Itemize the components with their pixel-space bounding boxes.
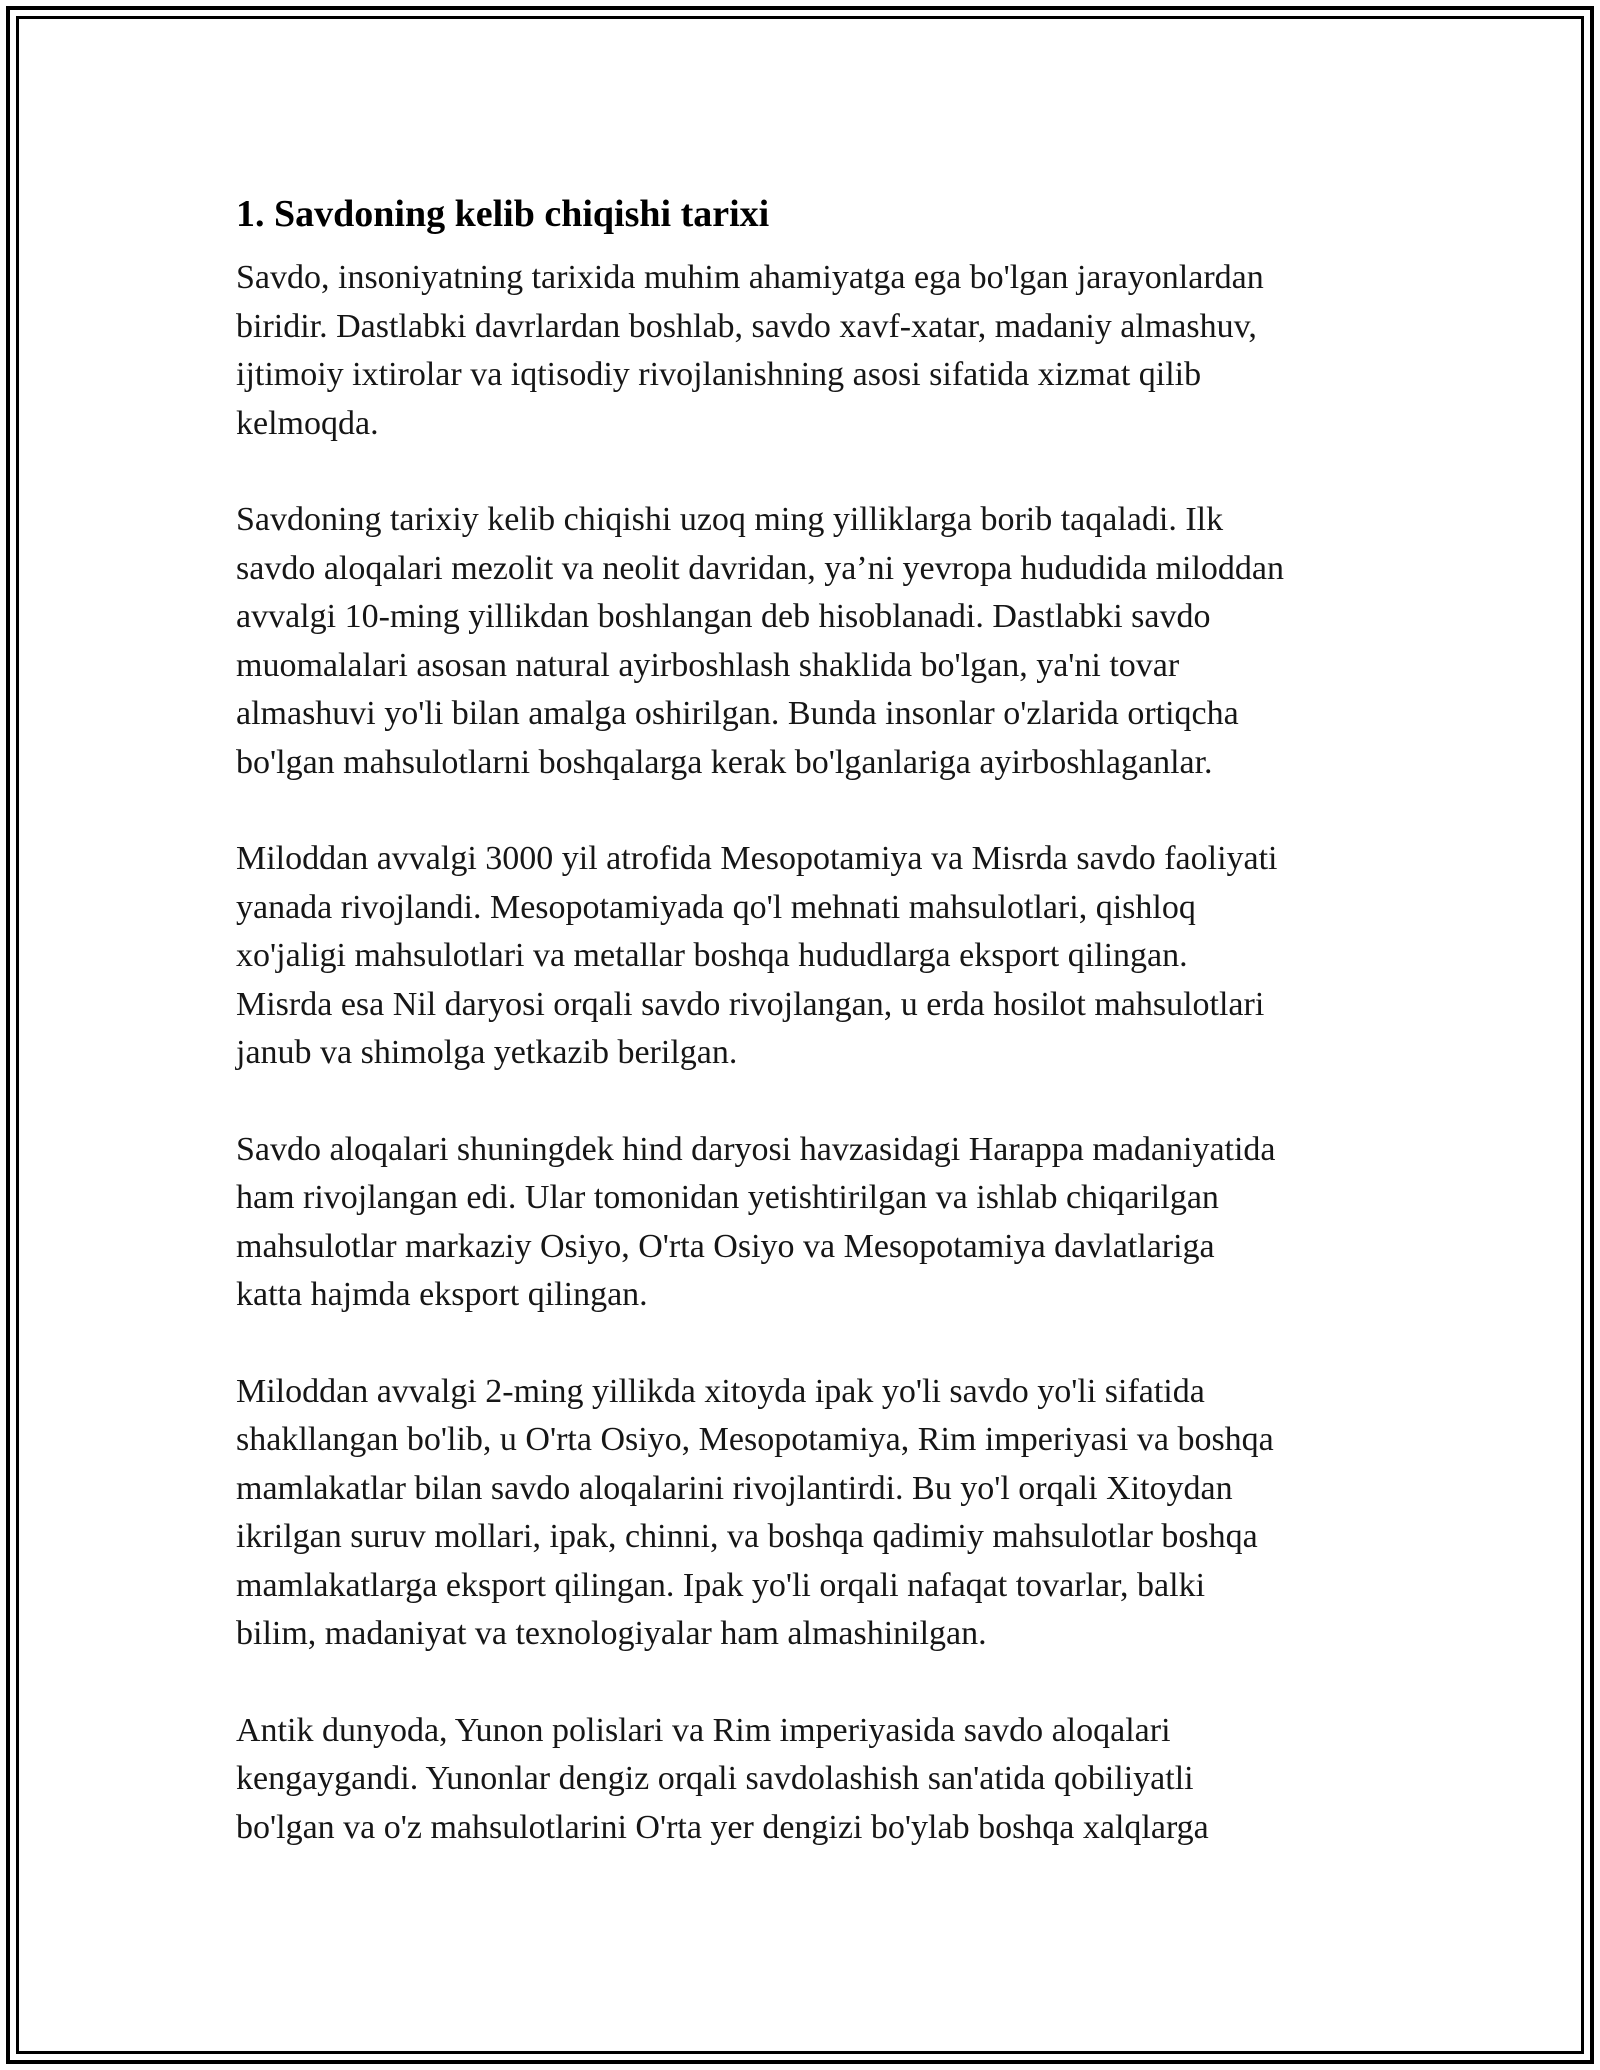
paragraph-line: xo'jaligi mahsulotlari va metallar boshqa hududlarga eksport qilingan. — [236, 937, 1188, 974]
paragraph-line: Miloddan avvalgi 2-ming yillikda xitoyda ipak yo'li savdo yo'li sifatida — [236, 1372, 1205, 1410]
paragraph-line: Misrda esa Nil daryosi orqali savdo rivojlangan, u erda hosilot mahsulotlari — [236, 985, 1265, 1023]
paragraph-line: mahsulotlar markaziy Osiyo, O'rta Osiyo va Mesopotamiya davlatlariga — [236, 1227, 1215, 1265]
paragraph-line: katta hajmda eksport qilingan. — [236, 1276, 648, 1313]
paragraph-line: Antik dunyoda, Yunon polislari va Rim imperiyasida savdo aloqalari — [236, 1711, 1171, 1749]
document-body — [236, 188, 1386, 1900]
paragraph-line: savdo aloqalari mezolit va neolit davridan, ya’ni yevropa hududida miloddan — [236, 549, 1285, 587]
paragraph-line: bo'lgan mahsulotlarni boshqalarga kerak bo'lganlariga ayirboshlaganlar. — [236, 743, 1213, 781]
paragraph — [236, 254, 1386, 448]
paragraph-line: bo'lgan va o'z mahsulotlarini O'rta yer dengizi bo'ylab boshqa xalqlarga — [236, 1808, 1209, 1846]
paragraph-line: mamlakatlarga eksport qilingan. Ipak yo'li orqali nafaqat tovarlar, balki — [236, 1566, 1206, 1604]
paragraph-line: ikrilgan suruv mollari, ipak, chinni, va boshqa qadimiy mahsulotlar boshqa — [236, 1518, 1258, 1555]
paragraph-line: avvalgi 10-ming yillikdan boshlangan deb hisoblanadi. Dastlabki savdo — [236, 598, 1211, 635]
paragraph-line: bilim, madaniyat va texnologiyalar ham almashinilgan. — [236, 1615, 987, 1652]
paragraph-line: ijtimoiy ixtirolar va iqtisodiy rivojlanishning asosi sifatida xizmat qilib — [236, 356, 1202, 393]
paragraph-line: mamlakatlar bilan savdo aloqalarini rivojlantirdi. Bu yo'l orqali Xitoydan — [236, 1469, 1233, 1507]
paragraph-line: Savdo aloqalari shuningdek hind daryosi havzasidagi Harappa madaniyatida — [236, 1130, 1276, 1168]
paragraph-list — [236, 254, 1386, 1852]
paragraph — [236, 496, 1386, 787]
paragraph-line: yanada rivojlandi. Mesopotamiyada qo'l mehnati mahsulotlari, qishloq — [236, 888, 1196, 926]
paragraph — [236, 1126, 1386, 1320]
paragraph — [236, 835, 1386, 1078]
paragraph-line: almashuvi yo'li bilan amalga oshirilgan. Bunda insonlar o'zlarida ortiqcha — [236, 695, 1239, 732]
paragraph-line: shakllangan bo'lib, u O'rta Osiyo, Mesopotamiya, Rim imperiyasi va boshqa — [236, 1421, 1274, 1458]
paragraph — [236, 1707, 1386, 1853]
paragraph-line: biridir. Dastlabki davrlardan boshlab, savdo xavf-xatar, madaniy almashuv, — [236, 307, 1257, 345]
section-heading: 1. Savdoning kelib chiqishi tarixi — [236, 193, 770, 235]
paragraph-line: kelmoqda. — [236, 404, 379, 442]
paragraph-line: Savdoning tarixiy kelib chiqishi uzoq ming yilliklarga borib taqaladi. Ilk — [236, 501, 1224, 538]
paragraph-line: ham rivojlangan edi. Ular tomonidan yetishtirilgan va ishlab chiqarilgan — [236, 1179, 1219, 1216]
paragraph-line: muomalalari asosan natural ayirboshlash shaklida bo'lgan, ya'ni tovar — [236, 646, 1180, 684]
paragraph — [236, 1368, 1386, 1659]
paragraph-line: janub va shimolga yetkazib berilgan. — [236, 1034, 738, 1071]
paragraph-line: Savdo, insoniyatning tarixida muhim ahamiyatga ega bo'lgan jarayonlardan — [236, 259, 1264, 296]
paragraph-line: kengaygandi. Yunonlar dengiz orqali savdolashish san'atida qobiliyatli — [236, 1760, 1194, 1797]
paragraph-line: Miloddan avvalgi 3000 yil atrofida Mesopotamiya va Misrda savdo faoliyati — [236, 840, 1278, 877]
